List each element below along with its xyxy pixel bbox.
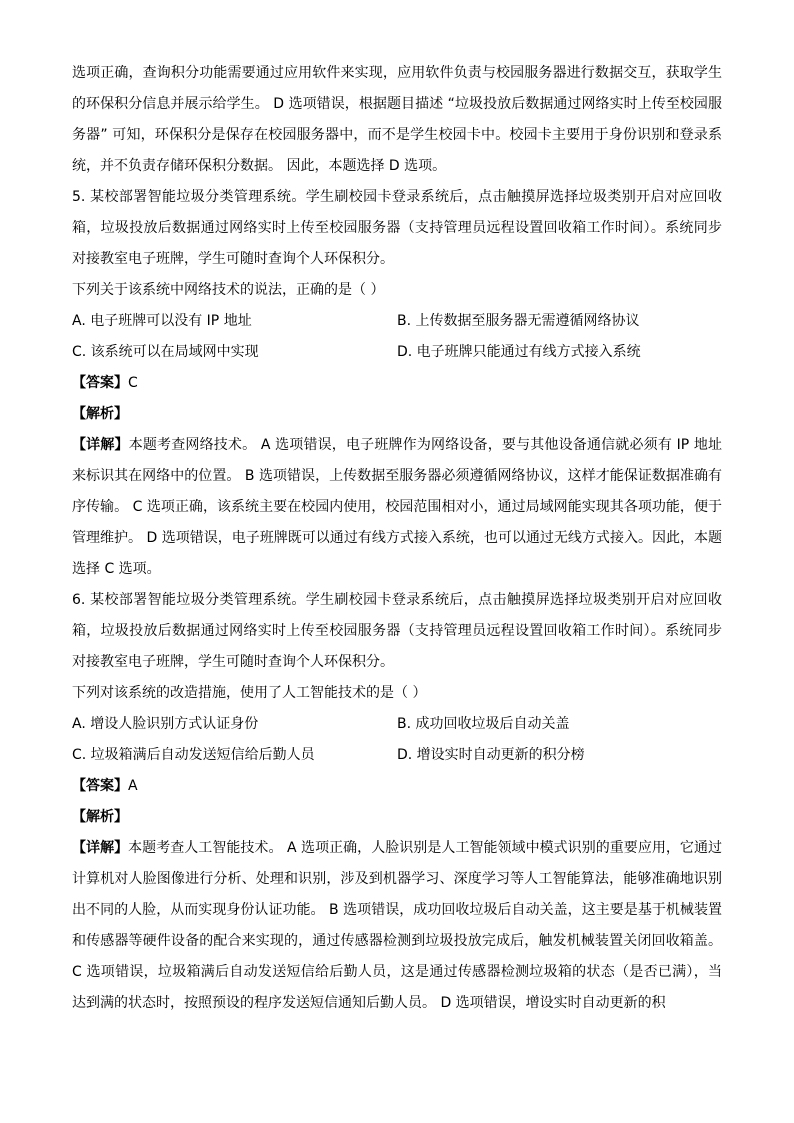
q5-option-a: A. 电子班牌可以没有 IP 地址 [72,313,252,329]
q6-detail-label: 【详解】 [72,840,129,856]
q6-detail [72,833,722,1019]
q6-options-row-2 [72,740,722,771]
q5-detail [72,430,722,585]
q5-options-row-2 [72,337,722,368]
q5-detail-text: 本题考查网络技术。 A 选项错误，电子班牌作为网络设备，要与其他设备通信就必须有 IP 地址来标识其在网络中的位置。 B 选项错误，上传数据至服务器必须遵循网络协议，这样才能保证数据准确有序传输。 C 选项正确，该系统主要在校园内使用，校园范围相对小，通过局域网能实现其各项功能，便于管理维护。 D 选项错误，电子班牌既可以通过有线方式接入系统，也可以通过无线方式接入。因此，本题选择 C 选项。 [72,437,722,577]
q6-option-a: A. 增设人脸识别方式认证身份 [72,716,259,732]
prev-analysis-text: 选项正确，查询积分功能需要通过应用软件来实现，应用软件负责与校园服务器进行数据交互，获取学生的环保积分信息并展示给学生。 D 选项错误，根据题目描述 “垃圾投放后数据通过网络实时上传至校园服务器” 可知，环保积分是保存在校园服务器中，而不是学生校园卡中。校园卡主要用于身份识别和登录系统，并不负责存储环保积分数据。 因此，本题选择 D 选项。 [72,65,722,174]
q6-option-b: B. 成功回收垃圾后自动关盖 [397,716,570,732]
q6-answer-label: 【答案】 [72,778,128,794]
q5-options-row-1 [72,306,722,337]
q5-detail-label: 【详解】 [72,437,129,453]
q6-option-c: C. 垃圾箱满后自动发送短信给后勤人员 [72,747,315,763]
q6-analysis-label: 【解析】 [72,809,128,825]
question-5 [72,182,722,585]
q5-analysis-label: 【解析】 [72,406,128,422]
q5-option-d: D. 电子班牌只能通过有线方式接入系统 [397,344,641,360]
q5-answer-label: 【答案】 [72,375,128,391]
q6-detail-text: 本题考查人工智能技术。 A 选项正确，人脸识别是人工智能领域中模式识别的重要应用，它通过计算机对人脸图像进行分析、处理和识别，涉及到机器学习、深度学习等人工智能算法，能够准确地识别出不同的人脸，从而实现身份认证功能。 B 选项错误，成功回收垃圾后自动关盖，这主要是基于机械装置和传感器等硬件设备的配合来实现的，通过传感器检测到垃圾投放完成后，触发机械装置关闭回收箱盖。 C 选项错误，垃圾箱满后自动发送短信给后勤人员，这是通过传感器检测垃圾箱的状态（是否已满），当达到满的状态时，按照预设的程序发送短信通知后勤人员。 D 选项错误，增设实时自动更新的积 [72,840,722,1011]
q6-answer [72,771,722,802]
q6-prompt: 下列对该系统的改造措施，使用了人工智能技术的是（ ） [72,685,427,701]
q5-answer [72,368,722,399]
document-page [72,58,722,1019]
q5-option-c: C. 该系统可以在局域网中实现 [72,344,259,360]
q5-stem: 5. 某校部署智能垃圾分类管理系统。学生刷校园卡登录系统后，点击触摸屏选择垃圾类别开启对应回收箱，垃圾投放后数据通过网络实时上传至校园服务器（支持管理员远程设置回收箱工作时间）。系统同步对接教室电子班牌，学生可随时查询个人环保积分。 [72,189,722,267]
q6-stem: 6. 某校部署智能垃圾分类管理系统。学生刷校园卡登录系统后，点击触摸屏选择垃圾类别开启对应回收箱，垃圾投放后数据通过网络实时上传至校园服务器（支持管理员远程设置回收箱工作时间）。系统同步对接教室电子班牌，学生可随时查询个人环保积分。 [72,592,722,670]
q6-options-row-1 [72,709,722,740]
q6-answer-value: A [128,778,138,794]
q5-prompt: 下列关于该系统中网络技术的说法，正确的是（ ） [72,282,385,298]
q5-answer-value: C [128,375,138,391]
question-6 [72,585,722,1019]
q6-option-d: D. 增设实时自动更新的积分榜 [397,747,585,763]
q5-option-b: B. 上传数据至服务器无需遵循网络协议 [397,313,640,329]
